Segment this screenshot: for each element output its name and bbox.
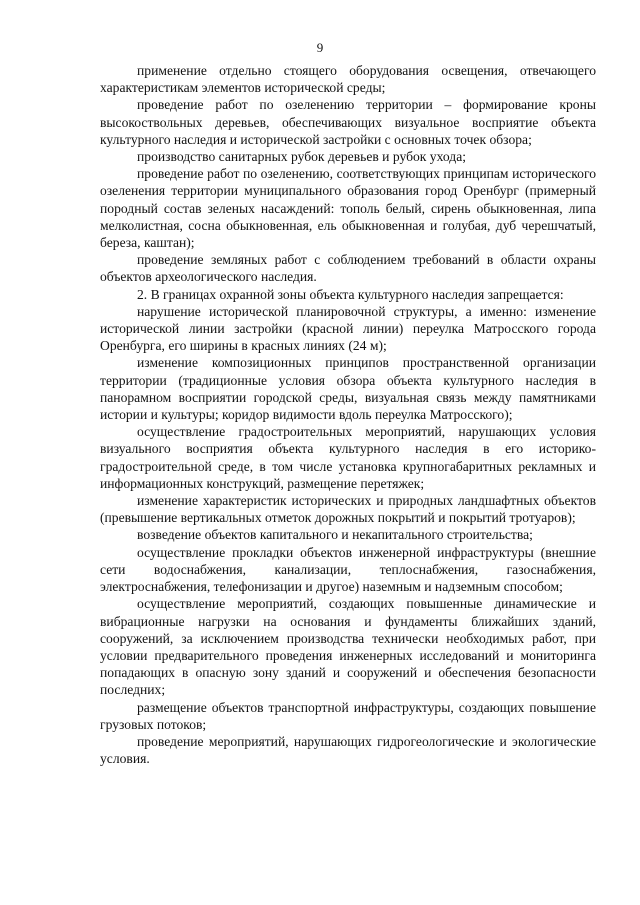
page-number: 9 xyxy=(316,40,324,55)
paragraph: осуществление мероприятий, создающих повышенные динамические и вибрационные нагрузки на основания и фундаменты ближайших зданий, сооружений, за исключением производства технически необходимых работ, при условии предварительного проведения инженерных исследований и мониторинга попадающих в опасную зону зданий и сооружений и обеспечения безопасности последних; xyxy=(100,596,596,698)
paragraph: проведение работ по озеленению территории – формирование кроны высокоствольных деревьев, обеспечивающих визуальное восприятие объекта культурного наследия и исторической застройки с основных точек обзора; xyxy=(100,97,596,147)
paragraph: изменение характеристик исторических и природных ландшафтных объектов (превышение вертикальных отметок дорожных покрытий и покрытий тротуаров); xyxy=(100,493,596,526)
paragraph: проведение работ по озеленению, соответствующих принципам исторического озеленения территории муниципального образования город Оренбург (примерный породный состав зеленых насаждений: тополь белый, сирень обыкновенная, липа мелколистная, сосна обыкновенная, ель обыкновенная и голубая, дуб черешчатый, береза, каштан); xyxy=(100,166,596,251)
section-heading-paragraph: 2. В границах охранной зоны объекта культурного наследия запрещается: xyxy=(137,286,564,302)
document-body xyxy=(100,62,596,767)
paragraph: нарушение исторической планировочной структуры, а именно: изменение исторической линии застройки (красной линии) переулка Матросского города Оренбурга, его ширины в красных линиях (24 м); xyxy=(100,303,596,354)
paragraph: осуществление градостроительных мероприятий, нарушающих условия визуального восприятия объекта культурного наследия в его историко-градостроительной среде, в том числе установка крупногабаритных рекламных и информационных конструкций, размещение перетяжек; xyxy=(100,424,596,491)
paragraph: проведение земляных работ с соблюдением требований в области охраны объектов археологического наследия. xyxy=(100,252,596,285)
paragraph: изменение композиционных принципов пространственной организации территории (традиционные условия обзора объекта культурного наследия в панорамном восприятии городской среды, визуальная связь между памятниками истории и культуры; коридор видимости вдоль переулка Матросского); xyxy=(100,355,596,423)
paragraph: размещение объектов транспортной инфраструктуры, создающих повышение грузовых потоков; xyxy=(100,699,596,732)
paragraph: применение отдельно стоящего оборудования освещения, отвечающего характеристикам элементов исторической среды; xyxy=(100,63,596,96)
paragraph: возведение объектов капитального и некапитального строительства; xyxy=(137,527,533,543)
paragraph: производство санитарных рубок деревьев и рубок ухода; xyxy=(137,149,467,165)
paragraph: проведение мероприятий, нарушающих гидрогеологические и экологические условия. xyxy=(100,733,596,767)
paragraph: осуществление прокладки объектов инженерной инфраструктуры (внешние сети водоснабжения, канализации, теплоснабжения, газоснабжения, электроснабжения, телефонизации и другое) наземным и надземным способом; xyxy=(100,544,596,595)
